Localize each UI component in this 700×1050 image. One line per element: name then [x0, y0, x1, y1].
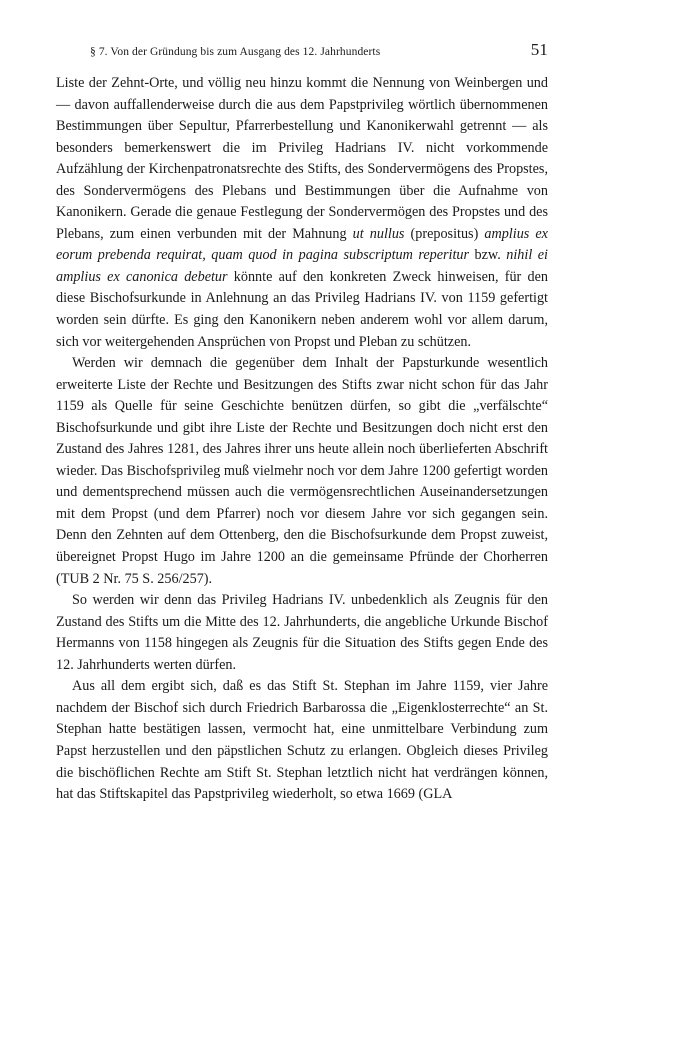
paragraph-3: So werden wir denn das Privileg Hadrians IV. unbedenklich als Zeugnis für den Zustand des Stifts um die Mitte des 12. Jahrhunderts, die angebliche Urkunde Bischof Hermanns von 1158 hingegen als Zeugnis für die Situation des Stifts gegen Ende des 12. Jahrhunderts werten dürfen.	[56, 592, 548, 673]
latin-quote-1: ut nullus	[352, 225, 405, 242]
page-number: 51	[530, 40, 548, 59]
body-text	[56, 73, 548, 806]
paragraph-1-text-c: bzw.	[469, 247, 507, 264]
paragraph-1	[56, 73, 548, 353]
latin-quote-2: amplius ex eorum prebenda requirat, quam quod in pagina subscriptum reperitur	[56, 225, 548, 264]
paragraph-2: Werden wir demnach die gegenüber dem Inhalt der Papsturkunde wesentlich erweiterte Liste der Rechte und Besitzungen des Stifts zwar nicht schon für das Jahr 1159 als Quelle für seine Geschichte benützen dürfen, so gibt die „verfälschte“ Bischofsurkunde und gibt ihre Liste der Rechte und Besitzungen doch nicht erst den Zustand des Jahres 1281, des Jahres ihrer uns heute allein noch überlieferten Abschrift wieder. Das Bischofsprivileg muß vielmehr noch vor dem Jahre 1200 gefertigt worden und dementsprechend müssen auch die vermögensrechtlichen Auseinandersetzungen mit dem Propst (und dem Pfarrer) noch vor diesem Jahre vor sich gegangen sein. Denn den Zehnten auf dem Ottenberg, den die Bischofsurkunde dem Propst zuweist, übereignet Propst Hugo im Jahre 1200 an die gemeinsame Pfründe der Chorherren (TUB 2 Nr. 75 S. 256/257).	[56, 355, 548, 587]
paragraph-4: Aus all dem ergibt sich, daß es das Stift St. Stephan im Jahre 1159, vier Jahre nachdem der Bischof sich durch Friedrich Barbarossa die „Eigenklosterrechte“ an St. Stephan hatte bestätigen lassen, vermocht hat, eine unmittelbare Verbindung zum Papst herzustellen und den päpstlichen Schutz zu erlangen. Obgleich dieses Privileg die bischöflichen Rechte am Stift St. Stephan letztlich nicht hat verdrängen können, hat das Stiftskapitel das Papstprivileg wiederholt, so etwa 1669 (GLA	[56, 678, 548, 803]
book-page	[56, 40, 548, 806]
paragraph-1-text-d: könnte auf den konkreten Zweck hinweisen, für den diese Bischofsurkunde in Anlehnung an das Privileg Hadrians IV. von 1159 gefertigt worden sein dürfte. Es ging den Kanonikern neben anderem wohl vor allem darum, sich vor weitergehenden Ansprüchen von Propst und Pleban zu schützen.	[56, 268, 548, 350]
running-head	[56, 40, 548, 66]
running-title: § 7. Von der Gründung bis zum Ausgang des 12. Jahrhunderts	[90, 46, 381, 58]
paragraph-1-text-b: (prepositus)	[404, 225, 485, 242]
latin-quote-3: nihil ei amplius ex canonica debetur	[56, 247, 548, 285]
paragraph-1-text-a: Liste der Zehnt-Orte, und völlig neu hinzu kommt die Nennung von Weinbergen und — davon auffallenderweise durch die aus dem Papstprivileg wörtlich übernommenen Bestimmungen über Sepultur, Pfarrerbestellung und Kanonikerwahl getrennt — als besonders bemerkenswert die im Privileg Hadrians IV. nicht vorkommende Aufzählung der Kirchenpatronatsrechte des Stifts, des Sondervermögens des Propstes, des Sondervermögens des Plebans und Bestimmungen über die Aufnahme von Kanonikern. Gerade die genaue Festlegung der Sondervermögen des Propstes und des Plebans, zum einen verbunden mit der Mahnung	[56, 75, 548, 242]
